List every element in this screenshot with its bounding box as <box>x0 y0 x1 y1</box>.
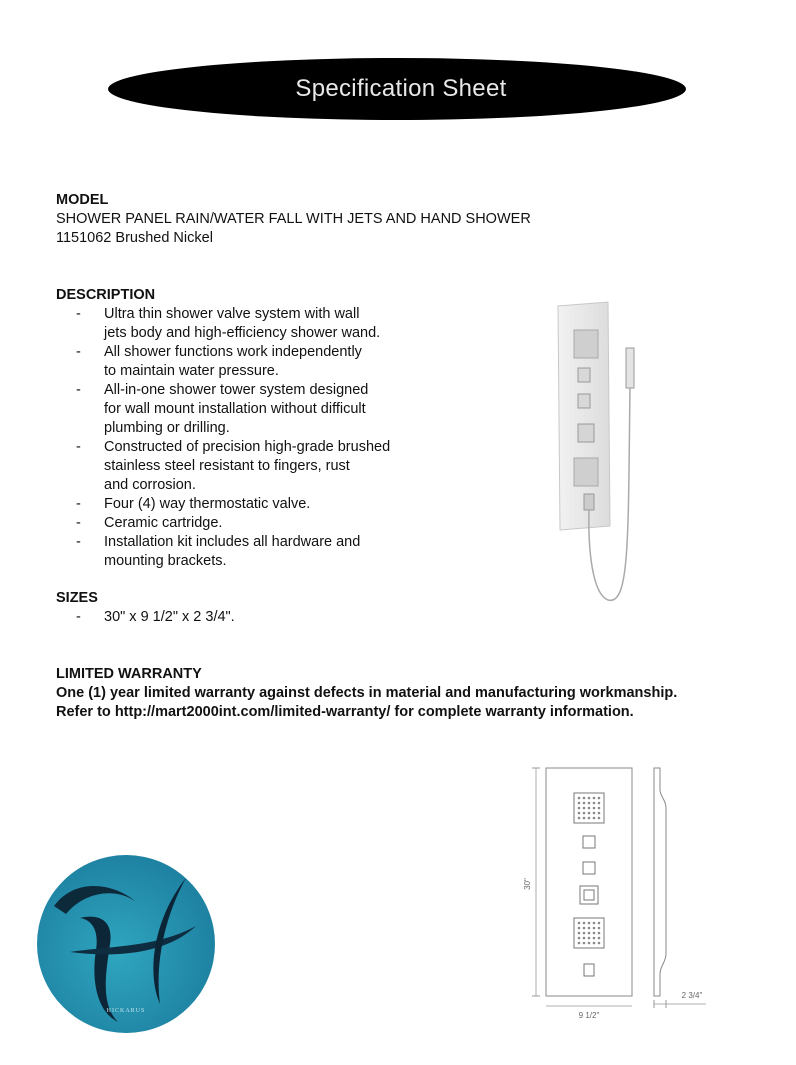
list-item-line: - Ceramic cartridge. <box>104 515 223 531</box>
description-section <box>56 286 390 571</box>
nozzle-dot <box>598 927 601 930</box>
list-item-line: plumbing or drilling. <box>104 420 230 436</box>
nozzle-dot <box>598 817 601 820</box>
list-item <box>56 495 390 514</box>
nozzle-dot <box>588 932 591 935</box>
list-item <box>56 533 390 571</box>
nozzle-dot <box>578 807 581 810</box>
list-item-line: jets body and high-efficiency shower wand. <box>104 325 381 341</box>
height-dimension-label: 30" <box>523 878 532 890</box>
brand-logo <box>36 854 216 1034</box>
list-item-line: and corrosion. <box>104 477 196 493</box>
list-item-line: - All-in-one shower tower system designed <box>104 382 369 398</box>
nozzle-dot <box>593 817 596 820</box>
nozzle-dot <box>598 802 601 805</box>
model-heading: MODEL <box>56 192 109 208</box>
list-item-line: - Four (4) way thermostatic valve. <box>104 496 311 512</box>
title-banner <box>108 58 686 120</box>
nozzle-dot <box>598 932 601 935</box>
depth-dimension-label: 2 3/4" <box>681 991 703 1000</box>
nozzle-dot <box>598 807 601 810</box>
nozzle-dot <box>583 802 586 805</box>
nozzle-dot <box>578 802 581 805</box>
nozzle-dot <box>578 812 581 815</box>
model-number: 1151062 Brushed Nickel <box>56 230 213 246</box>
list-item-line: - Ultra thin shower valve system with wall <box>104 306 360 322</box>
nozzle-dot <box>583 797 586 800</box>
nozzle-dot <box>593 932 596 935</box>
nozzle-dot <box>578 942 581 945</box>
nozzle-dot <box>583 937 586 940</box>
shower-head-lower <box>578 922 601 945</box>
model-name: SHOWER PANEL RAIN/WATER FALL WITH JETS AND HAND SHOWER <box>56 211 531 227</box>
nozzle-dot <box>583 922 586 925</box>
nozzle-dot <box>598 937 601 940</box>
nozzle-dot <box>598 812 601 815</box>
shower-head-upper <box>578 797 601 820</box>
shower-panel-photo <box>548 298 658 608</box>
nozzle-dot <box>588 802 591 805</box>
nozzle-dot <box>593 812 596 815</box>
nozzle-dot <box>578 922 581 925</box>
nozzle-dot <box>593 942 596 945</box>
nozzle-dot <box>583 942 586 945</box>
nozzle-dot <box>588 922 591 925</box>
width-dimension-label: 9 1/2" <box>578 1011 600 1020</box>
nozzle-dot <box>593 802 596 805</box>
list-item <box>56 514 390 533</box>
list-item-line: - All shower functions work independently <box>104 344 362 360</box>
nozzle-dot <box>578 797 581 800</box>
nozzle-dot <box>583 812 586 815</box>
list-item: - 30" x 9 1/2" x 2 3/4". <box>56 608 235 627</box>
warranty-text: One (1) year limited warranty against defects in material and manufacturing workmanship. <box>56 685 678 701</box>
list-item <box>56 343 390 381</box>
nozzle-dot <box>593 927 596 930</box>
nozzle-dot <box>598 942 601 945</box>
nozzle-dot <box>578 927 581 930</box>
nozzle-dot <box>583 817 586 820</box>
nozzle-dot <box>598 922 601 925</box>
warranty-heading: LIMITED WARRANTY <box>56 666 202 682</box>
nozzle-dot <box>578 937 581 940</box>
list-item-line: - Constructed of precision high-grade brushed <box>104 439 391 455</box>
list-item-line: - Installation kit includes all hardware and <box>104 534 361 550</box>
dimension-drawing <box>520 760 720 1025</box>
list-item <box>56 381 390 438</box>
sizes-section <box>56 589 235 627</box>
nozzle-dot <box>588 807 591 810</box>
nozzle-dot <box>578 932 581 935</box>
sizes-list <box>56 608 235 627</box>
nozzle-dot <box>593 922 596 925</box>
list-item <box>56 305 390 343</box>
nozzle-dot <box>583 807 586 810</box>
description-heading: DESCRIPTION <box>56 287 156 303</box>
nozzle-dot <box>588 942 591 945</box>
nozzle-dot <box>578 817 581 820</box>
model-section <box>56 191 531 248</box>
nozzle-dot <box>593 937 596 940</box>
warranty-link-text: Refer to http://mart2000int.com/limited-warranty/ for complete warranty information. <box>56 704 634 720</box>
list-item-line: mounting brackets. <box>104 553 227 569</box>
nozzle-dot <box>598 797 601 800</box>
nozzle-dot <box>593 797 596 800</box>
logo-wordmark: HICKARUS <box>106 1008 146 1014</box>
nozzle-dot <box>588 817 591 820</box>
sizes-heading: SIZES <box>56 590 98 606</box>
nozzle-dot <box>588 797 591 800</box>
page-title: Specification Sheet <box>295 75 507 102</box>
nozzle-dot <box>593 807 596 810</box>
nozzle-dot <box>588 937 591 940</box>
nozzle-dot <box>588 927 591 930</box>
list-item-line: to maintain water pressure. <box>104 363 279 379</box>
description-list <box>56 305 390 571</box>
list-item-line: for wall mount installation without difficult <box>104 401 366 417</box>
list-item-line: stainless steel resistant to fingers, rust <box>104 458 350 474</box>
nozzle-dot <box>583 932 586 935</box>
warranty-section <box>56 665 677 722</box>
nozzle-dot <box>588 812 591 815</box>
nozzle-dot <box>583 927 586 930</box>
list-item <box>56 438 390 495</box>
